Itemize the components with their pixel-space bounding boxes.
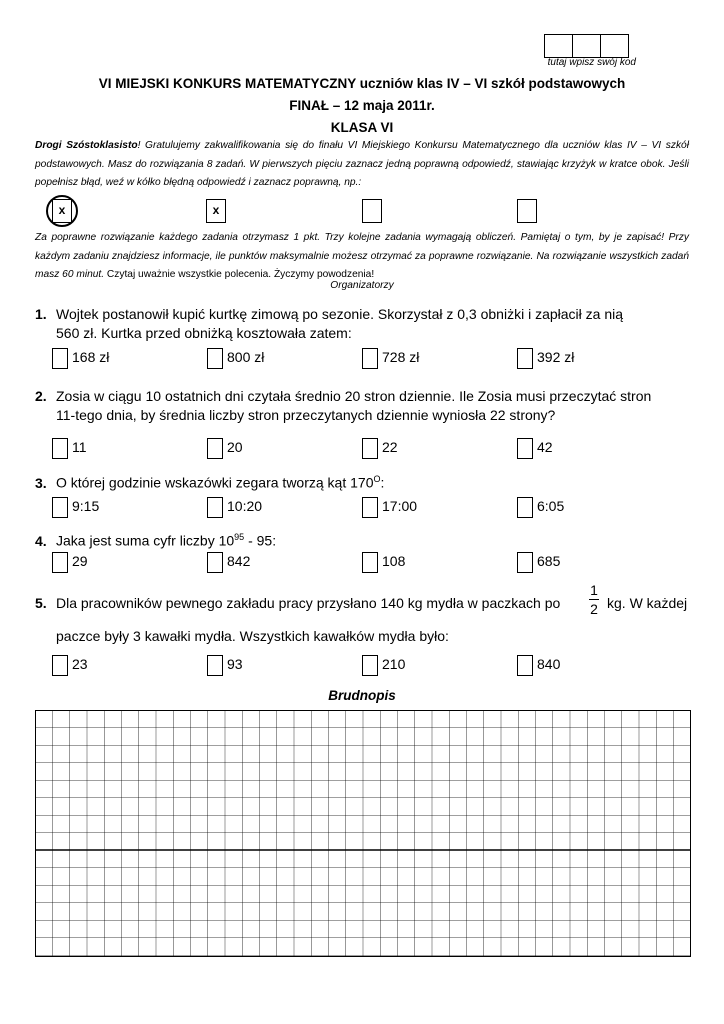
question-number: 1. (35, 306, 47, 322)
signature: Organizatorzy (330, 280, 394, 291)
question-number: 5. (35, 595, 47, 611)
option-label: 168 zł (72, 349, 110, 365)
option-q1-b[interactable] (207, 348, 264, 369)
fraction-denominator: 2 (590, 601, 598, 617)
question-4 (35, 528, 695, 551)
option-label: 22 (382, 439, 398, 455)
option-q2-b[interactable] (207, 438, 243, 459)
option-q3-b[interactable] (207, 497, 262, 518)
answer-checkbox[interactable] (52, 348, 68, 369)
answer-checkbox[interactable] (362, 655, 378, 676)
answer-checkbox[interactable] (207, 655, 223, 676)
student-code-boxes[interactable] (545, 34, 629, 58)
intro-paragraph (35, 137, 689, 193)
rules-text: Za poprawne rozwiązanie każdego zadania otrzymasz 1 pkt. Trzy kolejne zadania wymagają obliczeń. Pamiętaj o tym, by je zapisać! Przy każdym zadaniu znajdziesz informacje, ile punktów maksymalnie możesz otrzymać za poprawne rozwiązanie. Na rozwiązanie wszystkich zadań masz 60 minut. (35, 232, 689, 280)
question-text: Zosia w ciągu 10 ostatnich dni czytała średnio 20 stron dziennie. Ile Zosia musi przeczytać stron (56, 388, 652, 404)
sample-x-mark: x (58, 203, 66, 217)
option-label: 728 zł (382, 349, 420, 365)
option-label: 42 (537, 439, 553, 455)
scratch-title: Brudnopis (328, 688, 396, 703)
option-q3-c[interactable] (362, 497, 417, 518)
question-text: Wojtek postanowił kupić kurtkę zimową po sezonie. Skorzystał z 0,3 obniżki i zapłacił za nią (56, 306, 623, 322)
answer-checkbox[interactable] (52, 497, 68, 518)
answer-checkbox[interactable] (517, 438, 533, 459)
contest-date: FINAŁ – 12 maja 2011r. (289, 98, 435, 113)
option-q4-b[interactable] (207, 552, 250, 573)
answer-checkbox[interactable] (52, 438, 68, 459)
rules-text-plain: Czytaj uważnie wszystkie polecenia. Życzymy powodzenia! (104, 269, 375, 280)
sample-x-mark: x (212, 203, 220, 217)
option-label: 10:20 (227, 498, 263, 514)
question-text: Jaka jest suma cyfr liczby 10 (56, 532, 235, 549)
answer-checkbox[interactable] (207, 552, 223, 573)
answer-checkbox[interactable] (207, 497, 223, 518)
question-text: Dla pracowników pewnego zakładu pracy przysłano 140 kg mydła w paczkach po (56, 595, 561, 611)
option-q1-d[interactable] (517, 348, 574, 369)
option-q5-c[interactable] (362, 655, 405, 676)
question-number: 2. (35, 388, 47, 404)
question-3 (35, 470, 695, 493)
answer-checkbox[interactable] (517, 497, 533, 518)
option-q2-a[interactable] (52, 438, 87, 459)
option-label: 93 (227, 656, 243, 672)
class-level: KLASA VI (330, 120, 394, 135)
answer-checkbox[interactable] (517, 552, 533, 573)
option-label: 685 (537, 553, 561, 569)
sample-empty-box (517, 199, 537, 223)
option-q1-c[interactable] (362, 348, 419, 369)
option-q3-d[interactable] (517, 497, 564, 518)
option-label: 840 (537, 656, 561, 672)
fraction-numerator: 1 (590, 582, 598, 598)
code-box[interactable] (572, 34, 601, 58)
code-label: tutaj wpisz swój kod (547, 57, 636, 68)
answer-checkbox[interactable] (517, 655, 533, 676)
option-q3-a[interactable] (52, 497, 99, 518)
option-q2-d[interactable] (517, 438, 553, 459)
option-q2-c[interactable] (362, 438, 398, 459)
option-q5-a[interactable] (52, 655, 88, 676)
option-q5-b[interactable] (207, 655, 243, 676)
question-text: - 95: (244, 532, 277, 549)
question-text: : (380, 474, 385, 491)
fraction-bar (589, 599, 599, 600)
option-q5-d[interactable] (517, 655, 560, 676)
answer-checkbox[interactable] (362, 552, 378, 573)
sample-crossed-box (206, 199, 226, 223)
question-5-line2 (56, 627, 716, 646)
option-q4-c[interactable] (362, 552, 405, 573)
option-label: 9:15 (72, 498, 100, 514)
question-number: 3. (35, 474, 47, 491)
intro-greeting: Drogi Szóstoklasisto (35, 140, 138, 151)
answer-checkbox[interactable] (52, 552, 68, 573)
option-label: 842 (227, 553, 251, 569)
question-1 (35, 305, 695, 343)
option-q1-a[interactable] (52, 348, 109, 369)
answer-checkbox[interactable] (362, 497, 378, 518)
question-text: 11-tego dnia, by średnia liczby stron przeczytanych dziennie wyniosła 22 strony? (56, 407, 556, 423)
answer-checkbox[interactable] (52, 655, 68, 676)
fraction-half (586, 582, 602, 617)
option-label: 23 (72, 656, 88, 672)
option-label: 29 (72, 553, 88, 569)
answer-checkbox[interactable] (207, 438, 223, 459)
question-5-tail (607, 594, 707, 613)
option-label: 108 (382, 553, 406, 569)
scratch-grid[interactable] (35, 710, 691, 958)
option-label: 6:05 (537, 498, 565, 514)
sample-empty-box (362, 199, 382, 223)
option-label: 17:00 (382, 498, 418, 514)
option-label: 210 (382, 656, 406, 672)
question-text: paczce były 3 kawałki mydła. Wszystkich kawałków mydła było: (56, 628, 449, 644)
question-text: kg. W każdej (607, 595, 688, 611)
contest-title: VI MIEJSKI KONKURS MATEMATYCZNY uczniów klas IV – VI szkół podstawowych (98, 76, 626, 91)
question-text: 560 zł. Kurtka przed obniżką kosztowała zatem: (56, 325, 352, 341)
sample-circled-box (52, 199, 72, 223)
option-label: 392 zł (537, 349, 575, 365)
exponent-superscript: 95 (234, 532, 245, 542)
question-text: O której godzinie wskazówki zegara tworzą kąt 170 (56, 474, 374, 491)
answer-checkbox[interactable] (517, 348, 533, 369)
answer-checkbox[interactable] (362, 348, 378, 369)
rules-paragraph (35, 229, 689, 285)
code-box[interactable] (600, 34, 629, 58)
question-number: 4. (35, 532, 47, 549)
option-label: 20 (227, 439, 243, 455)
intro-text: ! Gratulujemy zakwalifikowania się do finału VI Miejskiego Konkursu Matematycznego dla uczniów klas IV – VI szkół podstawowych. Masz do rozwiązania 8 zadań. W pierwszych pięciu zaznacz jedną poprawną odpowiedź, stawiając krzyżyk w kratce obok. Jeśli popełnisz błąd, weź w kółko błędną odpowiedź i zaznacz poprawną, np.: (35, 140, 689, 188)
option-q4-a[interactable] (52, 552, 88, 573)
code-box[interactable] (544, 34, 573, 58)
question-2 (35, 387, 695, 425)
degree-superscript: O (373, 474, 381, 484)
option-label: 11 (72, 439, 87, 455)
option-label: 800 zł (227, 349, 265, 365)
answer-checkbox[interactable] (362, 438, 378, 459)
option-q4-d[interactable] (517, 552, 560, 573)
answer-checkbox[interactable] (207, 348, 223, 369)
